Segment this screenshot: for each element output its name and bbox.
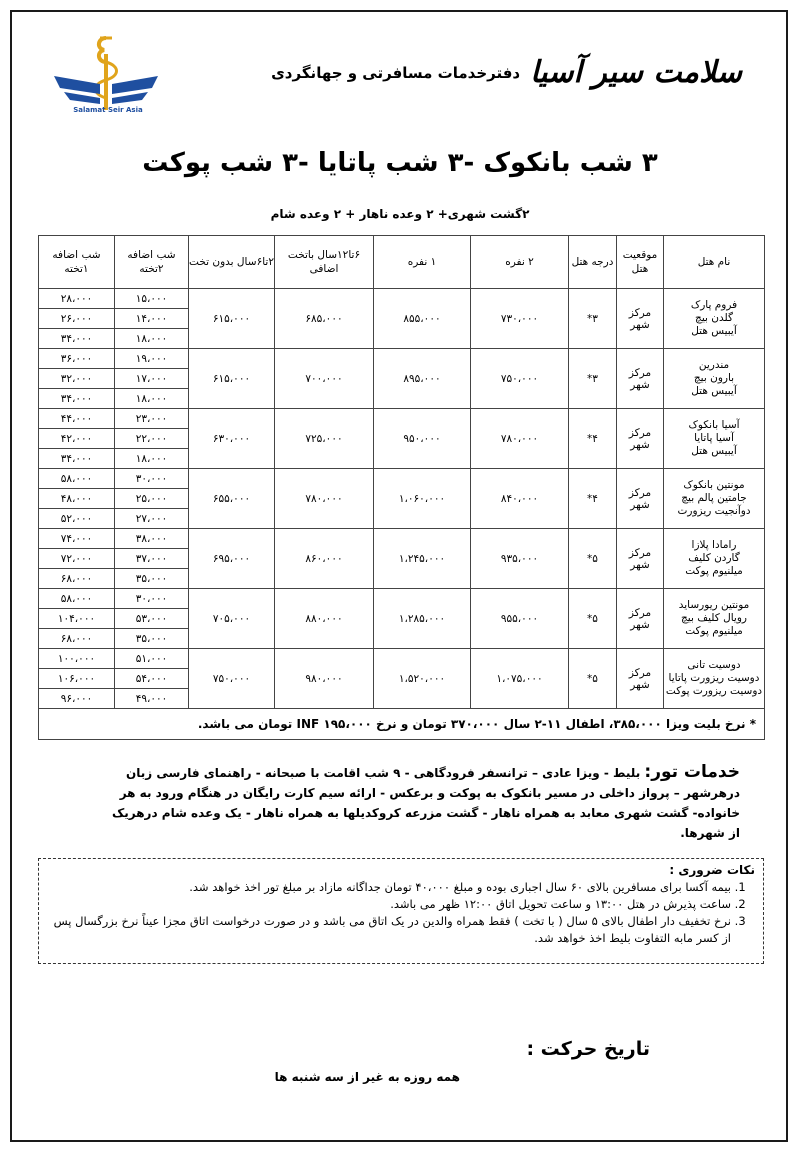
rates-body [39, 289, 765, 709]
extra-night-double: ۳۰،۰۰۰ [115, 589, 189, 609]
price-stars: ۴* [569, 409, 617, 469]
price-double: ۸۴۰،۰۰۰ [471, 469, 569, 529]
extra-night-single: ۳۴،۰۰۰ [39, 389, 115, 409]
col-location: موقعیت هتل [617, 236, 664, 289]
hotel-name: رامادا پلازا [691, 539, 737, 551]
price-double: ۷۵۰،۰۰۰ [471, 349, 569, 409]
extra-night-double: ۱۸،۰۰۰ [115, 389, 189, 409]
hotel-name: رویال کلیف بیچ [681, 612, 747, 624]
extra-night-double: ۱۵،۰۰۰ [115, 289, 189, 309]
services-text: بلیط - ویزا عادی – ترانسفر فرودگاهی - ۹ شب اقامت با صبحانه - راهنمای فارسی زبان درهرشهر – پرواز داخلی در مسیر بانکوک به پوکت و برعکس - ارائه سیم کارت رایگان در هنگام ورود به هر خانواده- گشت شهری معابد به همراه ناهار - گشت مزرعه کروکدیلها به همراه ناهار - یک وعده شام درهریک از شهرها. [111, 766, 740, 840]
price-child-bed: ۷۸۰،۰۰۰ [275, 469, 374, 529]
hotel-location: مرکز شهر [617, 649, 664, 709]
price-child-nobed: ۶۹۵،۰۰۰ [189, 529, 275, 589]
company-brand: سلامت سیر آسیا [530, 55, 742, 90]
extra-night-single: ۱۰۶،۰۰۰ [39, 669, 115, 689]
extra-night-double: ۵۳،۰۰۰ [115, 609, 189, 629]
hotel-name: آسیا بانکوک [688, 419, 740, 431]
rates-table [38, 235, 765, 740]
extra-night-double: ۵۴،۰۰۰ [115, 669, 189, 689]
price-single: ۸۵۵،۰۰۰ [374, 289, 471, 349]
price-double: ۷۸۰،۰۰۰ [471, 409, 569, 469]
price-single: ۱،۲۸۵،۰۰۰ [374, 589, 471, 649]
table-header-row [39, 236, 765, 289]
hotel-names [664, 409, 765, 469]
col-hotel-name: نام هتل [664, 236, 765, 289]
hotel-names [664, 349, 765, 409]
extra-night-double: ۱۸،۰۰۰ [115, 449, 189, 469]
company-prefix: دفترخدمات مسافرتی و جهانگردی [271, 63, 521, 82]
extra-night-single: ۳۴،۰۰۰ [39, 449, 115, 469]
footnote-row [39, 709, 765, 740]
extra-night-single: ۹۶،۰۰۰ [39, 689, 115, 709]
price-stars: ۵* [569, 649, 617, 709]
table-row [39, 349, 765, 369]
table-row [39, 649, 765, 669]
col-extra-single: شب اضافه ۱تخته [39, 236, 115, 289]
extra-night-single: ۶۸،۰۰۰ [39, 569, 115, 589]
hotel-name: دوسیت ریزورت پوکت [665, 685, 763, 697]
extra-night-double: ۲۳،۰۰۰ [115, 409, 189, 429]
hotel-name: میلنیوم پوکت [685, 625, 743, 637]
extra-night-double: ۳۵،۰۰۰ [115, 569, 189, 589]
hotel-name: فروم پارک [690, 299, 738, 311]
extra-night-single: ۴۸،۰۰۰ [39, 489, 115, 509]
extra-night-single: ۳۴،۰۰۰ [39, 329, 115, 349]
price-single: ۱،۰۶۰،۰۰۰ [374, 469, 471, 529]
departure-value: همه روزه به غیر از سه شنبه ها [274, 1070, 460, 1084]
extra-night-double: ۲۵،۰۰۰ [115, 489, 189, 509]
hotel-location: مرکز شهر [617, 589, 664, 649]
table-row [39, 529, 765, 549]
hotel-name: آیبیس هتل [691, 325, 737, 337]
col-child-bed: ۶تا۱۲سال باتخت اضافی [275, 236, 374, 289]
hotel-name: مونتین بانکوک [683, 479, 745, 491]
price-stars: ۵* [569, 529, 617, 589]
extra-night-single: ۶۸،۰۰۰ [39, 629, 115, 649]
hotel-name: آیبیس هتل [691, 385, 737, 397]
price-child-nobed: ۶۱۵،۰۰۰ [189, 349, 275, 409]
hotel-location: مرکز شهر [617, 529, 664, 589]
extra-night-double: ۱۹،۰۰۰ [115, 349, 189, 369]
extra-night-single: ۵۸،۰۰۰ [39, 589, 115, 609]
price-footnote: * نرخ بلیت ویزا ۳۸۵،۰۰۰، اطفال ۱۱-۲ سال ۳۷۰،۰۰۰ تومان و نرخ INF ۱۹۵،۰۰۰ تومان می باشد. [39, 709, 765, 740]
extra-night-single: ۴۲،۰۰۰ [39, 429, 115, 449]
note-item: 1. بیمه آکسا برای مسافرین بالای ۶۰ سال اجباری بوده و مبلغ ۴۰،۰۰۰ تومان جداگانه مازاد بر مبلغ تور اخذ خواهد شد. [47, 879, 731, 896]
hotel-name: میلنیوم پوکت [685, 565, 743, 577]
col-extra-double: شب اضافه ۲تخته [115, 236, 189, 289]
extra-night-single: ۳۶،۰۰۰ [39, 349, 115, 369]
notes-box [38, 858, 764, 964]
extra-night-single: ۳۲،۰۰۰ [39, 369, 115, 389]
price-stars: ۴* [569, 469, 617, 529]
hotel-location: مرکز شهر [617, 349, 664, 409]
hotel-location: مرکز شهر [617, 409, 664, 469]
price-child-bed: ۸۸۰،۰۰۰ [275, 589, 374, 649]
price-child-nobed: ۶۵۵،۰۰۰ [189, 469, 275, 529]
hotel-name: مونتین ریورساید [678, 599, 750, 611]
company-name [271, 55, 742, 90]
extra-night-double: ۳۸،۰۰۰ [115, 529, 189, 549]
hotel-location: مرکز شهر [617, 469, 664, 529]
table-row [39, 589, 765, 609]
note-item: 3. نرخ تخفیف دار اطفال بالای ۵ سال ( با تخت ) فقط همراه والدین در یک اتاق می باشد و در صورت درخواست اتاق مجزا عیناً نرخ بزرگسال پس از کسر مابه التفاوت بلیط اخذ خواهد شد. [47, 913, 731, 947]
price-child-nobed: ۷۵۰،۰۰۰ [189, 649, 275, 709]
col-stars: درجه هتل [569, 236, 617, 289]
hotel-name: آسیا پاتایا [694, 432, 734, 444]
price-single: ۱،۲۴۵،۰۰۰ [374, 529, 471, 589]
extra-night-double: ۲۲،۰۰۰ [115, 429, 189, 449]
extra-night-double: ۵۱،۰۰۰ [115, 649, 189, 669]
extra-night-single: ۱۰۴،۰۰۰ [39, 609, 115, 629]
extra-night-double: ۳۰،۰۰۰ [115, 469, 189, 489]
price-child-nobed: ۶۳۰،۰۰۰ [189, 409, 275, 469]
col-single: ۱ نفره [374, 236, 471, 289]
extra-night-single: ۴۴،۰۰۰ [39, 409, 115, 429]
extra-night-single: ۵۲،۰۰۰ [39, 509, 115, 529]
extra-night-double: ۳۷،۰۰۰ [115, 549, 189, 569]
hotel-names [664, 649, 765, 709]
notes-list [47, 879, 755, 947]
table-row [39, 469, 765, 489]
hotel-name: بارون بیچ [693, 372, 735, 384]
price-child-bed: ۹۸۰،۰۰۰ [275, 649, 374, 709]
col-child-nobed: ۲تا۶سال بدون تخت [189, 236, 275, 289]
page-title: ۳ شب بانکوک -۳ شب پاتایا -۳ شب پوکت [142, 148, 658, 178]
hotel-name: آیبیس هتل [691, 445, 737, 457]
extra-night-single: ۲۶،۰۰۰ [39, 309, 115, 329]
services-section [100, 762, 740, 843]
extra-night-single: ۱۰۰،۰۰۰ [39, 649, 115, 669]
extra-night-double: ۳۵،۰۰۰ [115, 629, 189, 649]
price-child-bed: ۷۰۰،۰۰۰ [275, 349, 374, 409]
price-double: ۹۵۵،۰۰۰ [471, 589, 569, 649]
hotel-names [664, 469, 765, 529]
hotel-name: دوسیت تانی [687, 659, 741, 671]
page-subtitle: ۲گشت شهری+ ۲ وعده ناهار + ۲ وعده شام [270, 207, 530, 221]
table-row [39, 409, 765, 429]
price-single: ۹۵۰،۰۰۰ [374, 409, 471, 469]
extra-night-single: ۲۸،۰۰۰ [39, 289, 115, 309]
hotel-names [664, 289, 765, 349]
hotel-name: گلدن بیچ [695, 312, 733, 324]
extra-night-double: ۱۸،۰۰۰ [115, 329, 189, 349]
extra-night-single: ۷۴،۰۰۰ [39, 529, 115, 549]
col-double: ۲ نفره [471, 236, 569, 289]
notes-heading: نکات ضروری : [669, 863, 755, 877]
price-child-nobed: ۷۰۵،۰۰۰ [189, 589, 275, 649]
price-child-bed: ۶۸۵،۰۰۰ [275, 289, 374, 349]
logo-caption: Salamat Seir Asia [73, 106, 143, 114]
hotel-name: مندرین [698, 359, 730, 371]
departure-label: تاریخ حرکت : [526, 1038, 650, 1060]
price-double: ۱،۰۷۵،۰۰۰ [471, 649, 569, 709]
price-stars: ۳* [569, 289, 617, 349]
price-child-bed: ۸۶۰،۰۰۰ [275, 529, 374, 589]
extra-night-single: ۵۸،۰۰۰ [39, 469, 115, 489]
services-heading: خدمات تور: [644, 762, 740, 782]
price-child-bed: ۷۲۵،۰۰۰ [275, 409, 374, 469]
extra-night-single: ۷۲،۰۰۰ [39, 549, 115, 569]
hotel-names [664, 529, 765, 589]
price-stars: ۵* [569, 589, 617, 649]
hotel-name: دوسیت ریزورت پاتایا [668, 672, 760, 684]
table-row [39, 289, 765, 309]
note-item: 2. ساعت پذیرش در هتل ۱۳:۰۰ و ساعت تحویل اتاق ۱۲:۰۰ ظهر می باشد. [47, 896, 731, 913]
price-double: ۷۳۰،۰۰۰ [471, 289, 569, 349]
extra-night-double: ۱۷،۰۰۰ [115, 369, 189, 389]
hotel-names [664, 589, 765, 649]
price-double: ۹۳۵،۰۰۰ [471, 529, 569, 589]
price-single: ۱،۵۲۰،۰۰۰ [374, 649, 471, 709]
price-single: ۸۹۵،۰۰۰ [374, 349, 471, 409]
price-stars: ۳* [569, 349, 617, 409]
extra-night-double: ۲۷،۰۰۰ [115, 509, 189, 529]
hotel-name: گاردن کلیف [688, 552, 740, 564]
extra-night-double: ۴۹،۰۰۰ [115, 689, 189, 709]
hotel-name: جامتین پالم بیچ [681, 492, 747, 504]
hotel-location: مرکز شهر [617, 289, 664, 349]
extra-night-double: ۱۴،۰۰۰ [115, 309, 189, 329]
price-child-nobed: ۶۱۵،۰۰۰ [189, 289, 275, 349]
hotel-name: دوآنجیت ریزورت [677, 505, 751, 517]
